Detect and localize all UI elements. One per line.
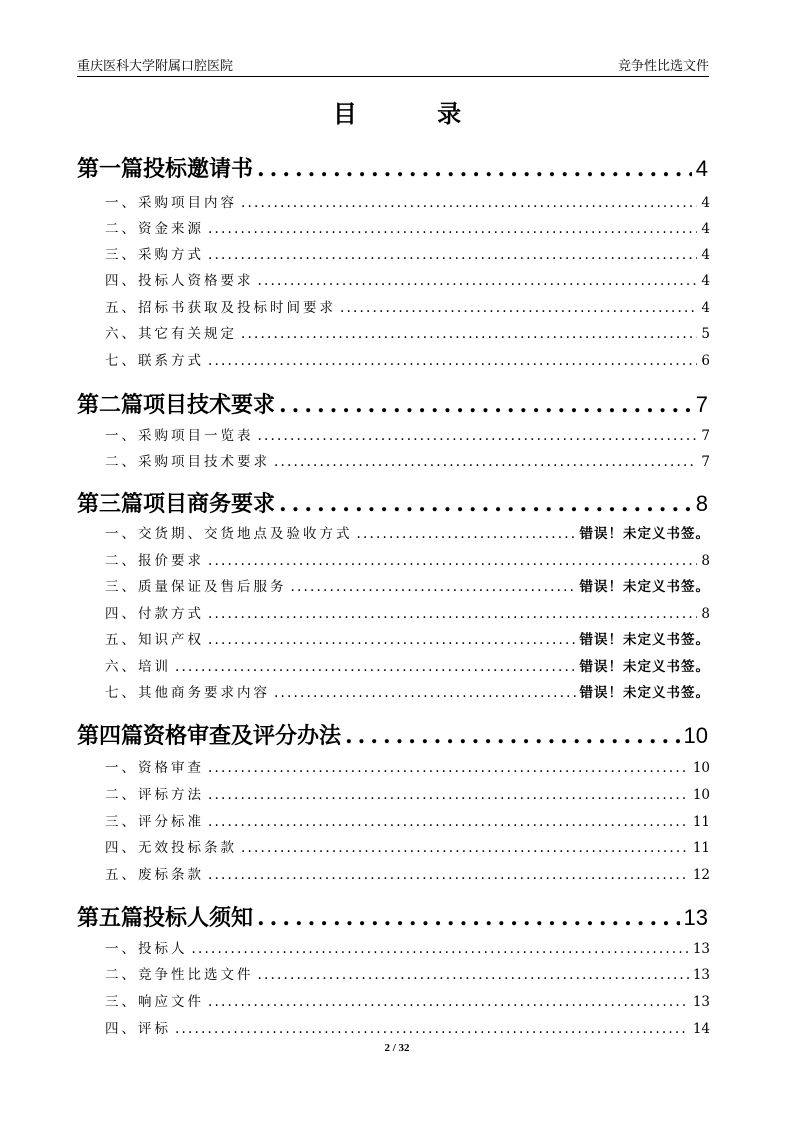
toc-section-entry[interactable] xyxy=(77,810,710,830)
toc-entry-label: 二、竞争性比选文件 xyxy=(105,967,254,983)
toc-section-entry[interactable] xyxy=(77,783,710,803)
toc-section-entry[interactable] xyxy=(77,836,710,856)
toc-entry-label: 四、投标人资格要求 xyxy=(105,273,254,289)
toc-section-entry[interactable] xyxy=(77,322,710,342)
toc-dot-leader xyxy=(258,428,698,444)
toc-dot-leader xyxy=(291,579,576,595)
toc-entry-label: 七、联系方式 xyxy=(105,353,204,369)
toc-dot-leader xyxy=(340,300,697,316)
toc-section-entry[interactable] xyxy=(77,349,710,369)
toc-dot-leader xyxy=(258,967,689,983)
table-of-contents xyxy=(77,0,710,1122)
toc-entry-page: 7 xyxy=(701,454,710,470)
toc-entry-page: 13 xyxy=(692,994,710,1010)
toc-part-entry[interactable] xyxy=(77,719,710,750)
toc-entry-label: 四、评标 xyxy=(105,1021,171,1037)
toc-dot-leader xyxy=(279,392,692,418)
toc-entry-page: 4 xyxy=(701,273,710,289)
toc-entry-error: 错误！未定义书签。 xyxy=(579,659,710,675)
toc-entry-label: 六、其它有关规定 xyxy=(105,326,237,342)
toc-entry-page: 13 xyxy=(683,905,708,930)
toc-entry-label: 二、报价要求 xyxy=(105,553,204,569)
toc-entry-label: 第五篇投标人须知 xyxy=(77,905,254,931)
toc-section-entry[interactable] xyxy=(77,217,710,237)
toc-entry-page: 13 xyxy=(692,941,710,957)
header-right: 竞争性比选文件 xyxy=(617,59,709,74)
toc-entry-page: 4 xyxy=(701,300,710,316)
toc-entry-label: 二、资金来源 xyxy=(105,221,204,237)
toc-entry-label: 一、资格审查 xyxy=(105,760,204,776)
toc-dot-leader xyxy=(208,814,689,830)
toc-dot-leader xyxy=(241,840,689,856)
toc-entry-page: 4 xyxy=(695,156,708,181)
toc-section-entry[interactable] xyxy=(77,522,710,542)
toc-dot-leader xyxy=(175,1021,689,1037)
toc-dot-leader xyxy=(208,606,697,622)
toc-dot-leader xyxy=(208,353,697,369)
toc-entry-label: 四、无效投标条款 xyxy=(105,840,237,856)
toc-entry-label: 七、其他商务要求内容 xyxy=(105,685,270,701)
toc-entry-page: 6 xyxy=(701,353,710,369)
toc-dot-leader xyxy=(208,247,697,263)
toc-entry-page: 7 xyxy=(695,392,708,417)
toc-part-entry[interactable] xyxy=(77,487,710,518)
toc-section-entry[interactable] xyxy=(77,243,710,263)
toc-entry-label: 第三篇项目商务要求 xyxy=(77,491,276,517)
toc-entry-error: 错误！未定义书签。 xyxy=(579,526,710,542)
toc-section-entry[interactable] xyxy=(77,575,710,595)
toc-part-entry[interactable] xyxy=(77,901,710,932)
header-left: 重庆医科大学附属口腔医院 xyxy=(77,59,234,74)
toc-dot-leader xyxy=(357,526,576,542)
toc-dot-leader xyxy=(257,905,680,931)
toc-section-entry[interactable] xyxy=(77,424,710,444)
toc-entry-page: 5 xyxy=(701,326,710,342)
toc-entry-error: 错误！未定义书签。 xyxy=(579,685,710,701)
toc-entry-label: 一、采购项目一览表 xyxy=(105,428,254,444)
toc-part-entry[interactable] xyxy=(77,388,710,419)
toc-entry-label: 三、质量保证及售后服务 xyxy=(105,579,287,595)
toc-entry-label: 五、知识产权 xyxy=(105,632,204,648)
toc-entry-label: 四、付款方式 xyxy=(105,606,204,622)
toc-dot-leader xyxy=(208,994,689,1010)
toc-section-entry[interactable] xyxy=(77,681,710,701)
page-number: 2 / 32 xyxy=(384,1042,410,1054)
toc-section-entry[interactable] xyxy=(77,756,710,776)
toc-entry-page: 7 xyxy=(701,428,710,444)
toc-entry-page: 11 xyxy=(692,814,710,830)
toc-entry-page: 11 xyxy=(692,840,710,856)
toc-section-entry[interactable] xyxy=(77,450,710,470)
toc-entry-label: 第二篇项目技术要求 xyxy=(77,392,276,418)
toc-dot-leader xyxy=(257,156,692,182)
toc-section-entry[interactable] xyxy=(77,191,710,211)
toc-dot-leader xyxy=(208,787,689,803)
toc-entry-page: 12 xyxy=(692,867,710,883)
toc-entry-label: 一、采购项目内容 xyxy=(105,195,237,211)
toc-entry-error: 错误！未定义书签。 xyxy=(579,632,710,648)
toc-section-entry[interactable] xyxy=(77,1017,710,1037)
toc-section-entry[interactable] xyxy=(77,990,710,1010)
toc-entry-page: 8 xyxy=(701,606,710,622)
toc-entry-page: 10 xyxy=(692,760,710,776)
toc-entry-page: 8 xyxy=(695,491,708,516)
toc-section-entry[interactable] xyxy=(77,937,710,957)
toc-entry-page: 10 xyxy=(683,723,708,748)
toc-entry-label: 一、投标人 xyxy=(105,941,188,957)
toc-dot-leader xyxy=(274,454,697,470)
toc-dot-leader xyxy=(192,941,689,957)
toc-section-entry[interactable] xyxy=(77,628,710,648)
toc-section-entry[interactable] xyxy=(77,549,710,569)
toc-section-entry[interactable] xyxy=(77,863,710,883)
toc-section-entry[interactable] xyxy=(77,655,710,675)
toc-entry-page: 4 xyxy=(701,221,710,237)
toc-entry-label: 三、响应文件 xyxy=(105,994,204,1010)
toc-dot-leader xyxy=(175,659,576,675)
toc-entry-page: 4 xyxy=(701,195,710,211)
toc-dot-leader xyxy=(345,723,680,749)
toc-section-entry[interactable] xyxy=(77,602,710,622)
toc-entry-page: 10 xyxy=(692,787,710,803)
toc-dot-leader xyxy=(274,685,576,701)
toc-section-entry[interactable] xyxy=(77,269,710,289)
page-title: 目 录 xyxy=(332,99,498,128)
toc-entry-label: 二、评标方法 xyxy=(105,787,204,803)
toc-part-entry[interactable] xyxy=(77,152,710,183)
toc-entry-page: 8 xyxy=(701,553,710,569)
toc-entry-label: 六、培训 xyxy=(105,659,171,675)
toc-dot-leader xyxy=(208,553,697,569)
toc-entry-page: 4 xyxy=(701,247,710,263)
toc-entry-label: 第四篇资格审查及评分办法 xyxy=(77,723,342,749)
toc-entry-label: 五、废标条款 xyxy=(105,867,204,883)
toc-entry-label: 第一篇投标邀请书 xyxy=(77,156,254,182)
toc-section-entry[interactable] xyxy=(77,963,710,983)
toc-dot-leader xyxy=(208,221,697,237)
toc-entry-label: 三、采购方式 xyxy=(105,247,204,263)
toc-dot-leader xyxy=(258,273,698,289)
toc-entry-page: 14 xyxy=(692,1021,710,1037)
toc-entry-page: 13 xyxy=(692,967,710,983)
toc-dot-leader xyxy=(279,491,692,517)
toc-dot-leader xyxy=(241,195,697,211)
toc-entry-label: 三、评分标准 xyxy=(105,814,204,830)
toc-dot-leader xyxy=(208,760,689,776)
toc-entry-label: 五、招标书获取及投标时间要求 xyxy=(105,300,336,316)
toc-entry-label: 一、交货期、交货地点及验收方式 xyxy=(105,526,353,542)
toc-dot-leader xyxy=(208,632,576,648)
toc-dot-leader xyxy=(208,867,689,883)
toc-entry-error: 错误！未定义书签。 xyxy=(579,579,710,595)
toc-dot-leader xyxy=(241,326,697,342)
toc-section-entry[interactable] xyxy=(77,296,710,316)
toc-entry-label: 二、采购项目技术要求 xyxy=(105,454,270,470)
